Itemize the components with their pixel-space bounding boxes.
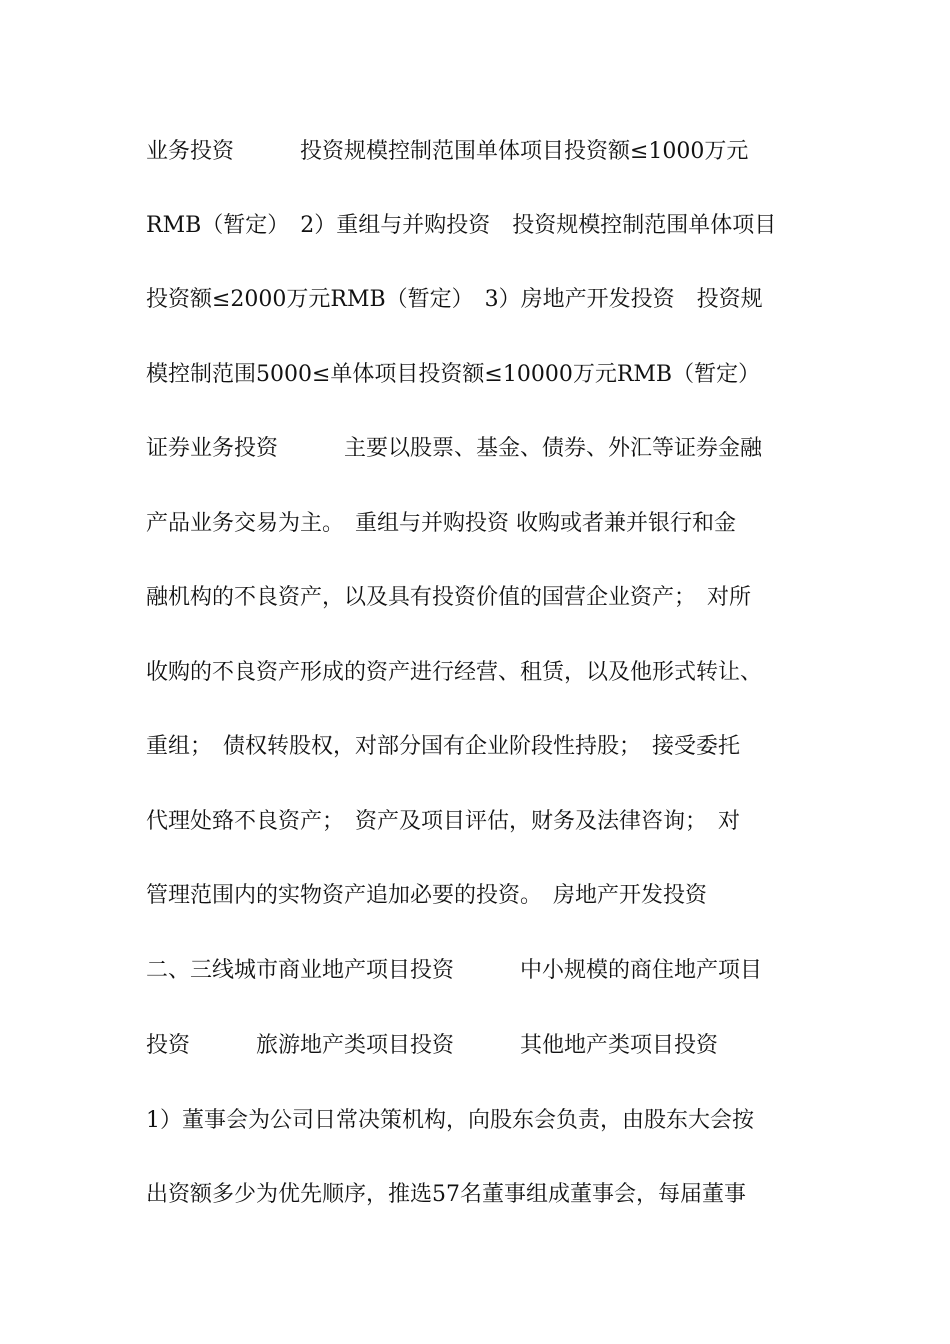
text-line-11: 管理范围内的实物资产追加必要的投资。 房地产开发投资 — [146, 883, 708, 908]
text-line-7: 融机构的不良资产，以及具有投资价值的国营企业资产； 对所 — [146, 585, 752, 610]
text-line-4: 模控制范围5000≤单体项目投资额≤10000万元RMB（暂定） — [146, 362, 761, 387]
text-line-9: 重组； 债权转股权，对部分国有企业阶段性持股； 接受委托 — [146, 734, 741, 759]
text-line-10: 代理处臵不良资产； 资产及项目评估，财务及法律咨询； 对 — [146, 809, 741, 834]
text-line-2: RMB（暂定） 2）重组与并购投资 投资规模控制范围单体项目 — [146, 213, 777, 238]
text-line-12: 二、三线城市商业地产项目投资 中小规模的商住地产项目 — [146, 958, 763, 983]
text-line-3: 投资额≤2000万元RMB（暂定） 3）房地产开发投资 投资规 — [146, 287, 763, 312]
text-line-15: 出资额多少为优先顺序，推选57名董事组成董事会，每届董事 — [146, 1182, 746, 1207]
text-line-8: 收购的不良资产形成的资产进行经营、租赁，以及他形式转让、 — [146, 660, 763, 685]
text-line-1: 业务投资 投资规模控制范围单体项目投资额≤1000万元 — [146, 139, 749, 164]
text-line-14: 1）董事会为公司日常决策机构，向股东会负责，由股东大会按 — [146, 1108, 754, 1133]
text-line-5: 证券业务投资 主要以股票、基金、债券、外汇等证券金融 — [146, 436, 763, 461]
text-line-6: 产品业务交易为主。 重组与并购投资 收购或者兼并银行和金 — [146, 511, 736, 536]
text-line-13: 投资 旅游地产类项目投资 其他地产类项目投资 — [146, 1033, 719, 1058]
